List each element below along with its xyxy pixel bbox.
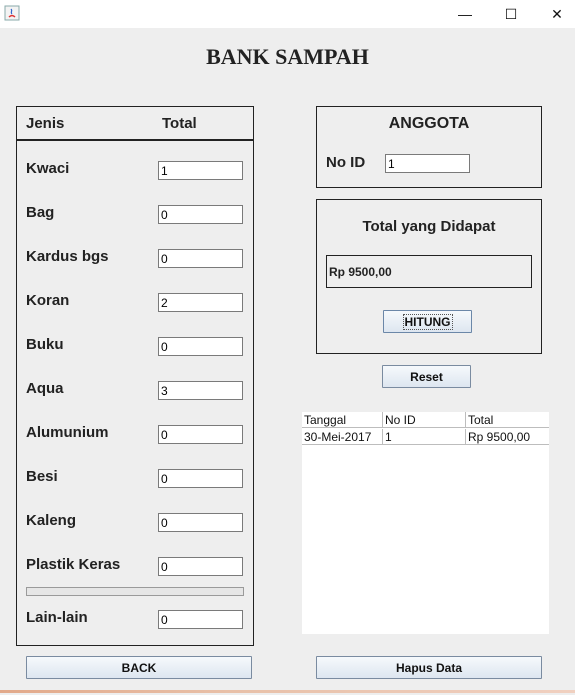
no-id-input[interactable]: 1 [385, 154, 470, 173]
input-besi[interactable]: 0 [158, 469, 243, 488]
reset-button[interactable]: Reset [382, 365, 471, 388]
page-title: BANK SAMPAH [206, 44, 369, 69]
column-header-total[interactable]: Total [468, 413, 494, 427]
total-display [326, 255, 532, 288]
label-bag: Bag [26, 204, 55, 221]
input-kwaci[interactable]: 1 [158, 161, 243, 180]
input-lain-lain[interactable]: 0 [158, 610, 243, 629]
waste-items-header [17, 107, 253, 141]
waste-items-panel [16, 106, 254, 646]
label-plastik-keras: Plastik Keras [26, 556, 121, 573]
input-aqua[interactable]: 3 [158, 381, 243, 400]
input-buku[interactable]: 0 [158, 337, 243, 356]
input-koran[interactable]: 2 [158, 293, 243, 312]
anggota-title: ANGGOTA [388, 115, 470, 132]
input-bag[interactable]: 0 [158, 205, 243, 224]
no-id-label: No ID [326, 154, 366, 171]
column-header-tanggal[interactable]: Tanggal [302, 412, 383, 428]
cell-total: Rp 9500,00 [468, 430, 531, 444]
label-kwaci: Kwaci [26, 160, 70, 177]
transaction-table[interactable] [302, 412, 549, 634]
taskbar-edge [0, 690, 575, 693]
cell-no-id: 1 [383, 429, 466, 445]
total-value: Rp 9500,00 [329, 265, 392, 279]
cell-tanggal: 30-Mei-2017 [302, 429, 383, 445]
label-kaleng: Kaleng [26, 512, 77, 529]
total-title: Total yang Didapat [362, 218, 496, 235]
table-header [302, 412, 549, 428]
horizontal-scrollbar[interactable] [26, 587, 244, 596]
table-row[interactable] [302, 429, 549, 445]
label-alumunium: Alumunium [26, 424, 109, 441]
header-total: Total [162, 115, 197, 132]
input-kardus-bgs[interactable]: 0 [158, 249, 243, 268]
label-lain-lain: Lain-lain [26, 609, 88, 626]
minimize-button[interactable]: — [458, 6, 472, 22]
label-koran: Koran [26, 292, 70, 309]
column-header-no-id[interactable]: No ID [383, 412, 466, 428]
close-button[interactable]: ✕ [551, 5, 563, 22]
label-buku: Buku [26, 336, 64, 353]
hapus-data-button[interactable]: Hapus Data [316, 656, 542, 679]
header-jenis: Jenis [26, 115, 65, 132]
window-titlebar [0, 0, 575, 28]
input-alumunium[interactable]: 0 [158, 425, 243, 444]
input-plastik-keras[interactable]: 0 [158, 557, 243, 576]
label-aqua: Aqua [26, 380, 64, 397]
label-kardus-bgs: Kardus bgs [26, 248, 109, 265]
hitung-button[interactable] [383, 310, 472, 333]
hitung-label: HITUNG [404, 314, 451, 329]
anggota-panel [316, 106, 542, 188]
total-panel [316, 199, 542, 354]
label-besi: Besi [26, 468, 58, 485]
back-button[interactable]: BACK [26, 656, 252, 679]
input-kaleng[interactable]: 0 [158, 513, 243, 532]
java-app-icon [4, 5, 20, 21]
maximize-button[interactable]: ☐ [504, 5, 518, 22]
